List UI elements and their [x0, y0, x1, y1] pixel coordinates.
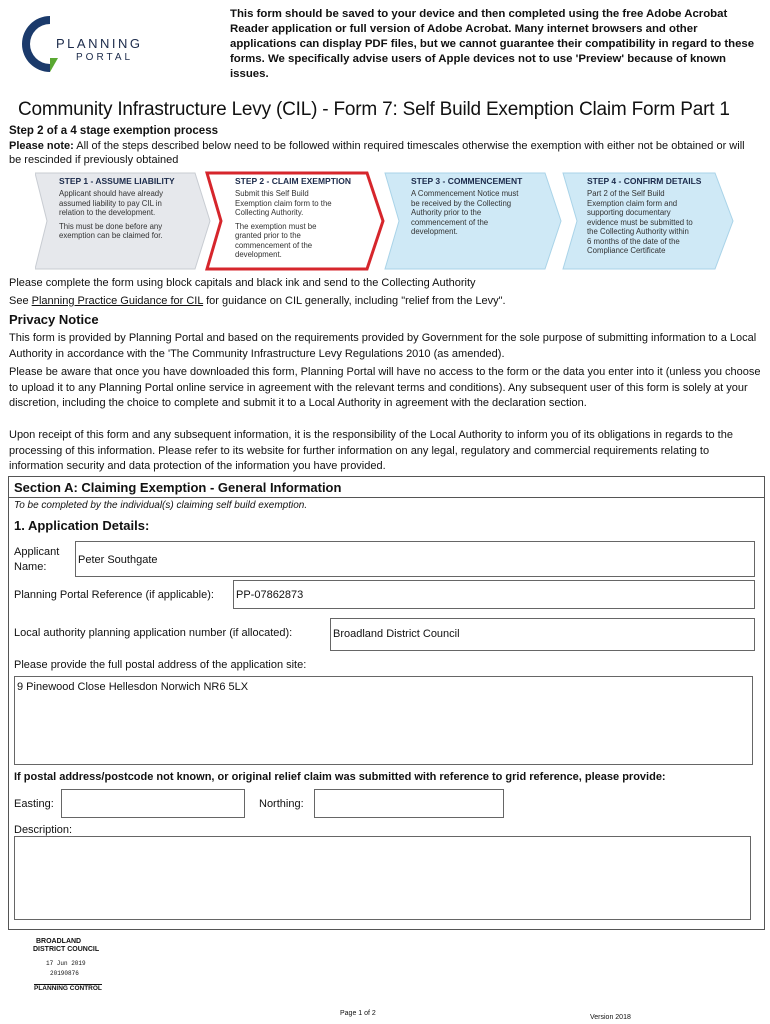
version-label: Version 2018	[590, 1014, 631, 1021]
northing-label: Northing:	[259, 798, 304, 810]
step2-title: STEP 2 - CLAIM EXEMPTION	[235, 176, 352, 186]
guidance-line	[9, 294, 506, 310]
step3-body: A Commencement Notice must be received by the Collecting Authority prior to the commencement of the development.	[411, 189, 519, 236]
stamp-footer: PLANNING CONTROL	[34, 985, 102, 992]
section-divider	[8, 497, 765, 498]
step4-title: STEP 4 - CONFIRM DETAILS	[587, 176, 702, 186]
form-title: Community Infrastructure Levy (CIL) - Form 7: Self Build Exemption Claim Form Part 1	[18, 99, 730, 120]
description-label: Description:	[14, 824, 73, 836]
la-number-label: Local authority planning application number (if allocated):	[14, 627, 293, 639]
applicant-name-field[interactable]: Peter Southgate	[75, 541, 755, 577]
application-details-heading: 1. Application Details:	[14, 518, 150, 533]
steps-banner	[35, 171, 735, 271]
logo-text: PLANNING	[56, 36, 143, 51]
step1-body: Applicant should have already assumed liability to pay CIL in relation to the development. This must be done before any exemption can be claimed for.	[59, 189, 164, 240]
stamp-line1: BROADLAND	[36, 938, 82, 945]
privacy-paragraph-2: Please be aware that once you have downloaded this form, Planning Portal will have no access to the form or the data you enter into it (unless you choose to upload it to any Planning Portal online service in agreement with the relevant terms and conditions). Any subsequent user of this form is solely at your discretion, including the choice to complete and submit it to a Local Authority in agreement with the declaration section.	[9, 366, 761, 409]
applicant-label-2: Name:	[14, 561, 47, 573]
complete-instruction: Please complete the form using block capitals and black ink and send to the Collecting Authority	[9, 277, 476, 289]
portal-ref-field[interactable]: PP-07862873	[233, 580, 755, 609]
address-field[interactable]: 9 Pinewood Close Hellesdon Norwich NR6 5LX	[14, 676, 753, 765]
logo-subtext: PORTAL	[76, 52, 134, 63]
grid-ref-heading: If postal address/postcode not known, or original relief claim was submitted with reference to grid reference, please provide:	[14, 771, 666, 783]
section-a-subheading: To be completed by the individual(s) claiming self build exemption.	[14, 500, 308, 511]
easting-label: Easting:	[14, 798, 54, 810]
step1-title: STEP 1 - ASSUME LIABILITY	[59, 176, 175, 186]
stamp-line2: DISTRICT COUNCIL	[33, 946, 100, 953]
see-prefix: See	[9, 295, 29, 307]
please-note	[9, 139, 759, 167]
privacy-paragraph-1: This form is provided by Planning Portal and based on the requirements provided by Government for the sole purpose of submitting information to a Local Authority in accordance with the 'The Community Infrastructure Levy Regulations 2010 (as amended).	[9, 332, 757, 360]
stamp-date: 17 Jun 2019	[46, 960, 86, 967]
note-bold: Please note:	[9, 140, 74, 152]
step-label: Step 2 of a 4 stage exemption process	[9, 125, 218, 137]
la-number-field[interactable]: Broadland District Council	[330, 618, 755, 651]
step4-body: Part 2 of the Self Build Exemption claim form and supporting documentary evidence must be submitted to the Collecting Authority within 6 months of the date of the Compliance Certificate	[587, 189, 693, 255]
portal-ref-label: Planning Portal Reference (if applicable):	[14, 589, 214, 601]
privacy-heading: Privacy Notice	[9, 312, 99, 327]
save-notice: This form should be saved to your device and then completed using the free Adobe Acrobat Reader application or full version of Adobe Acrobat. Many internet browsers and other applications can display PDF files, but we cannot guarantee their compatibility in regard to these forms. We specifically advise users of Apple devices not to use 'Preview' because of known issues.	[230, 8, 755, 80]
step3-title: STEP 3 - COMMENCEMENT	[411, 176, 523, 186]
section-a-heading: Section A: Claiming Exemption - General Information	[14, 480, 342, 495]
stamp-ref: 20190876	[50, 970, 79, 977]
see-suffix: for guidance on CIL generally, including "relief from the Levy".	[206, 295, 506, 307]
page-number: Page 1 of 2	[340, 1010, 376, 1017]
applicant-label-1: Applicant	[14, 546, 60, 558]
cil-guidance-link[interactable]: Planning Practice Guidance for CIL	[31, 295, 204, 307]
northing-field[interactable]	[314, 789, 504, 818]
address-label: Please provide the full postal address of the application site:	[14, 659, 307, 671]
privacy-paragraph-3: Upon receipt of this form and any subsequent information, it is the responsibility of the Local Authority to inform you of its obligations in regards to the processing of this information. Please refer to its website for further information on any legal, regulatory and commercial requirements relating to information security and data protection of the information you have provided.	[9, 429, 733, 472]
easting-field[interactable]	[61, 789, 245, 818]
step2-body: Submit this Self Build Exemption claim form to the Collecting Authority. The exemption must be granted prior to the commencement of the development.	[235, 189, 332, 259]
council-received-stamp	[30, 934, 110, 994]
description-field[interactable]	[14, 836, 751, 920]
note-text: All of the steps described below need to be followed within required timescales otherwise the exemption with either not be obtained or will be rescinded if previously obtained	[9, 140, 745, 166]
